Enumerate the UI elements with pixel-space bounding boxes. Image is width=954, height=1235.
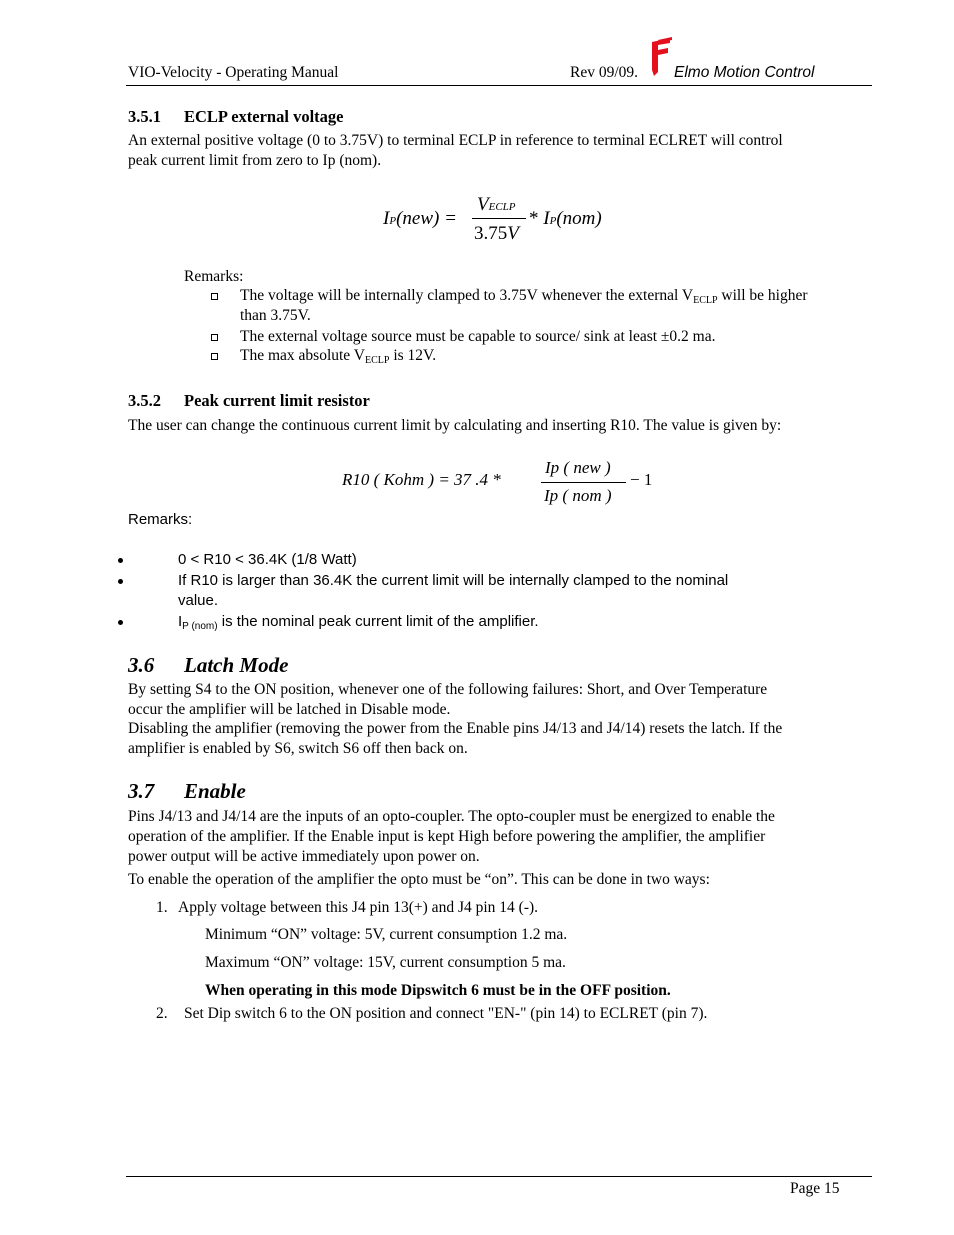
remarks-label: Remarks: xyxy=(128,511,193,528)
section-3-5-1-number: 3.5.1 xyxy=(128,107,161,126)
remarks-label: Remarks: xyxy=(184,268,244,285)
section-3-5-2-number: 3.5.2 xyxy=(128,391,161,410)
footer-rule xyxy=(126,1176,872,1177)
header-company: Elmo Motion Control xyxy=(674,64,815,81)
bullet-icon xyxy=(118,579,123,584)
section-3-7-number: 3.7 xyxy=(128,779,155,803)
list-item: Set Dip switch 6 to the ON position and connect "EN-" (pin 14) to ECLRET (pin 7). xyxy=(184,1005,708,1022)
list-number: 2. xyxy=(156,1005,168,1022)
remark-item-continued: than 3.75V. xyxy=(240,307,311,324)
header-title: VIO-Velocity - Operating Manual xyxy=(128,64,339,81)
paragraph-line: To enable the operation of the amplifier the opto must be “on”. This can be done in two ways: xyxy=(128,871,710,888)
paragraph-line: By setting S4 to the ON position, whenever one of the following failures: Short, and Over Temperature xyxy=(128,681,768,698)
list-item: Apply voltage between this J4 pin 13(+) and J4 pin 14 (-). xyxy=(178,899,539,916)
paragraph-line: An external positive voltage (0 to 3.75V) to terminal ECLP in reference to terminal ECLRET will control xyxy=(128,132,783,149)
checkbox-bullet-icon xyxy=(211,334,218,341)
paragraph-line: operation of the amplifier. If the Enable input is kept High before powering the amplifier, the amplifier xyxy=(128,828,766,845)
remark-item: The max absolute $V_{ECLP}$ is 12V. xyxy=(240,347,437,366)
list-number: 1. xyxy=(156,899,168,916)
paragraph-line: Disabling the amplifier (removing the power from the Enable pins J4/13 and J4/14) resets the latch. If the xyxy=(128,720,783,737)
section-3-6-title: Latch Mode xyxy=(184,653,289,677)
bullet-item: $I_{P (nom)}$ is the nominal peak current limit of the amplifier. xyxy=(178,613,539,632)
paragraph-line: amplifier is enabled by S6, switch S6 off then back on. xyxy=(128,740,468,757)
header-rule xyxy=(126,85,872,86)
paragraph-line: The user can change the continuous current limit by calculating and inserting R10. The value is given by: xyxy=(128,417,782,434)
header-revision: Rev 09/09. xyxy=(570,64,639,81)
remark-item: The voltage will be internally clamped to 3.75V whenever the external $V_{ECLP}$ will be higher xyxy=(240,287,808,306)
section-3-5-2-title: Peak current limit resistor xyxy=(184,391,370,410)
bullet-item: If R10 is larger than 36.4K the current limit will be internally clamped to the nominal xyxy=(178,572,729,589)
section-3-7-title: Enable xyxy=(184,779,246,803)
bullet-item: 0 < R10 < 36.4K (1/8 Watt) xyxy=(178,551,357,568)
note-bold: When operating in this mode Dipswitch 6 must be in the OFF position. xyxy=(205,982,671,999)
bullet-icon xyxy=(118,558,123,563)
elmo-logo xyxy=(648,36,674,78)
section-3-6-number: 3.6 xyxy=(128,653,155,677)
spec-line: Minimum “ON” voltage: 5V, current consumption 1.2 ma. xyxy=(205,926,568,943)
paragraph-line: peak current limit from zero to Ip (nom). xyxy=(128,152,382,169)
page-number: Page 15 xyxy=(790,1180,840,1197)
remark-item: The external voltage source must be capable to source/ sink at least ±0.2 ma. xyxy=(240,328,716,345)
spec-line: Maximum “ON” voltage: 15V, current consumption 5 ma. xyxy=(205,954,566,971)
section-3-5-1-title: ECLP external voltage xyxy=(184,107,344,126)
paragraph-line: occur the amplifier will be latched in Disable mode. xyxy=(128,701,451,718)
bullet-icon xyxy=(118,620,123,625)
paragraph-line: Pins J4/13 and J4/14 are the inputs of an opto-coupler. The opto-coupler must be energized to enable the xyxy=(128,808,775,825)
checkbox-bullet-icon xyxy=(211,293,218,300)
bullet-item-continued: value. xyxy=(178,592,219,609)
paragraph-line: power output will be active immediately upon power on. xyxy=(128,848,480,865)
checkbox-bullet-icon xyxy=(211,353,218,360)
